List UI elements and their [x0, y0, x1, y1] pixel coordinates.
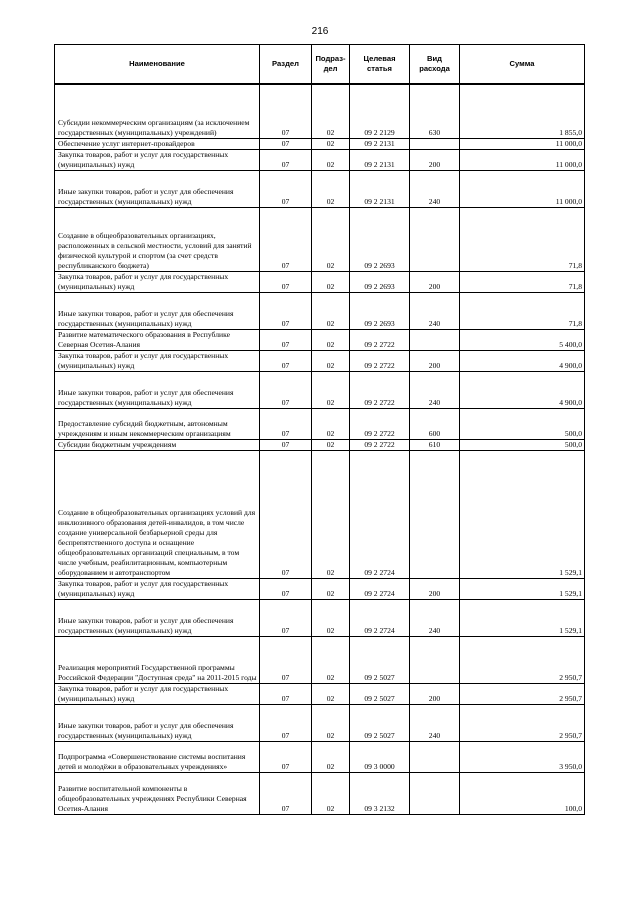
table-row [55, 350, 585, 371]
row-section-cell: 07 [260, 271, 312, 292]
row-expense-type-cell: 200 [410, 683, 460, 704]
row-name-cell: Иные закупки товаров, работ и услуг для обеспечения государственных (муниципальных) нужд [55, 170, 260, 207]
row-section-cell: 07 [260, 599, 312, 636]
row-subsection-cell: 02 [312, 271, 350, 292]
row-target-cell: 09 2 2722 [350, 439, 410, 450]
row-section-cell: 07 [260, 704, 312, 741]
row-expense-type-cell: 240 [410, 292, 460, 329]
row-section-cell: 07 [260, 371, 312, 408]
table-row [55, 138, 585, 149]
row-target-cell: 09 2 2722 [350, 329, 410, 350]
table-row [55, 371, 585, 408]
row-subsection-cell: 02 [312, 84, 350, 138]
row-target-cell: 09 2 2722 [350, 371, 410, 408]
row-subsection-cell: 02 [312, 138, 350, 149]
table-row [55, 599, 585, 636]
row-section-cell: 07 [260, 683, 312, 704]
row-name-cell: Закупка товаров, работ и услуг для государственных (муниципальных) нужд [55, 578, 260, 599]
table-header-row [55, 45, 585, 85]
row-section-cell: 07 [260, 138, 312, 149]
row-section-cell: 07 [260, 439, 312, 450]
row-amount-cell: 1 855,0 [460, 84, 585, 138]
table-row [55, 170, 585, 207]
row-expense-type-cell [410, 772, 460, 814]
row-expense-type-cell [410, 329, 460, 350]
row-amount-cell: 2 950,7 [460, 704, 585, 741]
row-name-cell: Закупка товаров, работ и услуг для государственных (муниципальных) нужд [55, 350, 260, 371]
header-target: Целевая статья [350, 45, 410, 85]
row-target-cell: 09 3 0000 [350, 741, 410, 772]
row-subsection-cell: 02 [312, 704, 350, 741]
row-subsection-cell: 02 [312, 371, 350, 408]
row-subsection-cell: 02 [312, 741, 350, 772]
header-amount: Сумма [460, 45, 585, 85]
row-subsection-cell: 02 [312, 439, 350, 450]
row-section-cell: 07 [260, 207, 312, 271]
row-name-cell: Закупка товаров, работ и услуг для государственных (муниципальных) нужд [55, 271, 260, 292]
row-target-cell: 09 2 5027 [350, 683, 410, 704]
row-section-cell: 07 [260, 578, 312, 599]
row-target-cell: 09 2 2693 [350, 271, 410, 292]
row-name-cell: Закупка товаров, работ и услуг для государственных (муниципальных) нужд [55, 683, 260, 704]
row-name-cell: Создание в общеобразовательных организациях условий для инклюзивного образования детей-инвалидов, в том числе создание универсальной безбарьерной среды для беспрепятственного доступа и оснащение общеобразовательных организаций специальным, в том числе учебным, реабилитационным, компьютерным оборудованием и автотранспортом [55, 450, 260, 578]
row-expense-type-cell: 240 [410, 170, 460, 207]
table-row [55, 741, 585, 772]
row-expense-type-cell: 600 [410, 408, 460, 439]
row-amount-cell: 500,0 [460, 408, 585, 439]
row-amount-cell: 71,8 [460, 271, 585, 292]
row-target-cell: 09 2 2131 [350, 149, 410, 170]
row-amount-cell: 3 950,0 [460, 741, 585, 772]
row-target-cell: 09 2 5027 [350, 704, 410, 741]
row-amount-cell: 4 900,0 [460, 371, 585, 408]
row-amount-cell: 2 950,7 [460, 636, 585, 683]
row-target-cell: 09 2 2693 [350, 207, 410, 271]
table-row [55, 772, 585, 814]
row-amount-cell: 71,8 [460, 207, 585, 271]
row-subsection-cell: 02 [312, 207, 350, 271]
row-section-cell: 07 [260, 450, 312, 578]
row-name-cell: Иные закупки товаров, работ и услуг для обеспечения государственных (муниципальных) нужд [55, 292, 260, 329]
row-name-cell: Субсидии некоммерческим организациям (за исключением государственных (муниципальных) учреждений) [55, 84, 260, 138]
row-amount-cell: 1 529,1 [460, 578, 585, 599]
row-expense-type-cell [410, 207, 460, 271]
table-row [55, 329, 585, 350]
row-expense-type-cell: 610 [410, 439, 460, 450]
row-name-cell: Предоставление субсидий бюджетным, автономным учреждениям и иным некоммерческим организациям [55, 408, 260, 439]
row-subsection-cell: 02 [312, 292, 350, 329]
table-row [55, 683, 585, 704]
row-section-cell: 07 [260, 329, 312, 350]
table-row [55, 292, 585, 329]
row-subsection-cell: 02 [312, 683, 350, 704]
row-expense-type-cell [410, 741, 460, 772]
row-amount-cell: 11 000,0 [460, 170, 585, 207]
row-expense-type-cell: 240 [410, 371, 460, 408]
row-target-cell: 09 2 2724 [350, 599, 410, 636]
row-name-cell: Иные закупки товаров, работ и услуг для обеспечения государственных (муниципальных) нужд [55, 704, 260, 741]
row-subsection-cell: 02 [312, 578, 350, 599]
row-expense-type-cell: 200 [410, 350, 460, 371]
row-section-cell: 07 [260, 350, 312, 371]
row-amount-cell: 11 000,0 [460, 138, 585, 149]
header-name: Наименование [55, 45, 260, 85]
row-amount-cell: 11 000,0 [460, 149, 585, 170]
row-target-cell: 09 2 2724 [350, 578, 410, 599]
row-name-cell: Развитие математического образования в Республике Северная Осетия-Алания [55, 329, 260, 350]
row-expense-type-cell [410, 636, 460, 683]
row-amount-cell: 500,0 [460, 439, 585, 450]
row-section-cell: 07 [260, 772, 312, 814]
table-row [55, 450, 585, 578]
row-target-cell: 09 2 2693 [350, 292, 410, 329]
row-name-cell: Субсидии бюджетным учреждениям [55, 439, 260, 450]
row-expense-type-cell: 200 [410, 578, 460, 599]
row-target-cell: 09 2 2724 [350, 450, 410, 578]
row-section-cell: 07 [260, 149, 312, 170]
row-target-cell: 09 2 2722 [350, 350, 410, 371]
row-name-cell: Обеспечение услуг интернет-провайдеров [55, 138, 260, 149]
row-section-cell: 07 [260, 84, 312, 138]
table-row [55, 271, 585, 292]
page-number: 216 [311, 26, 329, 37]
row-name-cell: Развитие воспитательной компоненты в общеобразовательных учреждениях Республики Северная Осетия-Алания [55, 772, 260, 814]
row-target-cell: 09 2 2722 [350, 408, 410, 439]
row-name-cell: Реализация мероприятий Государственной программы Российской Федерации "Доступная среда" на 2011-2015 годы [55, 636, 260, 683]
row-amount-cell: 1 529,1 [460, 599, 585, 636]
row-expense-type-cell: 200 [410, 149, 460, 170]
row-name-cell: Иные закупки товаров, работ и услуг для обеспечения государственных (муниципальных) нужд [55, 599, 260, 636]
row-subsection-cell: 02 [312, 772, 350, 814]
row-amount-cell: 5 400,0 [460, 329, 585, 350]
row-amount-cell: 71,8 [460, 292, 585, 329]
row-amount-cell: 2 950,7 [460, 683, 585, 704]
table-row [55, 578, 585, 599]
row-section-cell: 07 [260, 741, 312, 772]
row-expense-type-cell [410, 138, 460, 149]
row-name-cell: Создание в общеобразовательных организациях, расположенных в сельской местности, условий для занятий физической культурой и спортом (за счет средств республиканского бюджета) [55, 207, 260, 271]
header-subsection: Подраз-дел [312, 45, 350, 85]
row-subsection-cell: 02 [312, 408, 350, 439]
row-name-cell: Иные закупки товаров, работ и услуг для обеспечения государственных (муниципальных) нужд [55, 371, 260, 408]
row-name-cell: Подпрограмма «Совершенствование системы воспитания детей и молодёжи в образовательных учреждениях» [55, 741, 260, 772]
budget-table [54, 44, 585, 815]
row-amount-cell: 1 529,1 [460, 450, 585, 578]
row-expense-type-cell [410, 450, 460, 578]
table-row [55, 408, 585, 439]
row-amount-cell: 100,0 [460, 772, 585, 814]
row-subsection-cell: 02 [312, 636, 350, 683]
row-expense-type-cell: 630 [410, 84, 460, 138]
row-subsection-cell: 02 [312, 450, 350, 578]
row-name-cell: Закупка товаров, работ и услуг для государственных (муниципальных) нужд [55, 149, 260, 170]
header-section: Раздел [260, 45, 312, 85]
row-expense-type-cell: 200 [410, 271, 460, 292]
row-target-cell: 09 2 5027 [350, 636, 410, 683]
table-row [55, 149, 585, 170]
row-subsection-cell: 02 [312, 350, 350, 371]
row-subsection-cell: 02 [312, 329, 350, 350]
row-target-cell: 09 3 2132 [350, 772, 410, 814]
row-target-cell: 09 2 2131 [350, 170, 410, 207]
row-subsection-cell: 02 [312, 599, 350, 636]
row-expense-type-cell: 240 [410, 704, 460, 741]
table-row [55, 207, 585, 271]
row-subsection-cell: 02 [312, 170, 350, 207]
row-section-cell: 07 [260, 636, 312, 683]
row-amount-cell: 4 900,0 [460, 350, 585, 371]
row-target-cell: 09 2 2129 [350, 84, 410, 138]
row-section-cell: 07 [260, 292, 312, 329]
row-target-cell: 09 2 2131 [350, 138, 410, 149]
header-expense-type: Вид расхода [410, 45, 460, 85]
row-expense-type-cell: 240 [410, 599, 460, 636]
table-row [55, 439, 585, 450]
table-row [55, 84, 585, 138]
table-row [55, 704, 585, 741]
row-section-cell: 07 [260, 170, 312, 207]
row-subsection-cell: 02 [312, 149, 350, 170]
table-row [55, 636, 585, 683]
row-section-cell: 07 [260, 408, 312, 439]
